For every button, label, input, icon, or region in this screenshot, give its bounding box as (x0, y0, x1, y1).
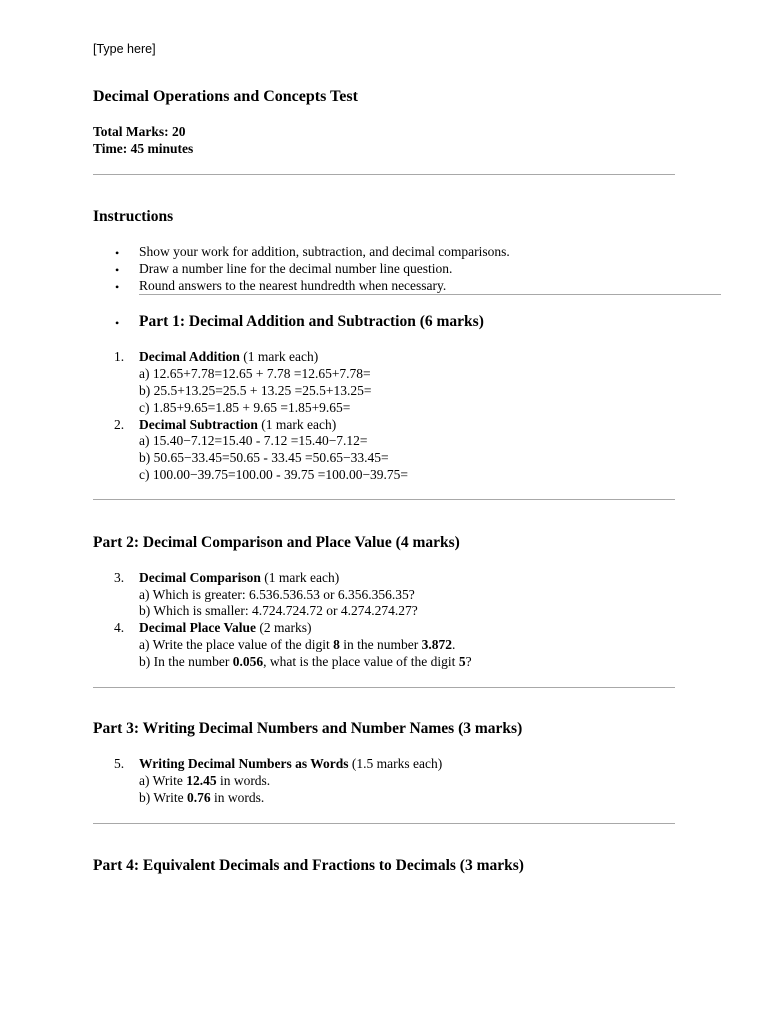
text: a) Write the place value of the digit (139, 637, 334, 652)
question-marks: (1 mark each) (260, 570, 340, 585)
text: a) Write (139, 773, 187, 788)
question-number: 2. (114, 417, 125, 432)
divider (93, 174, 675, 175)
part3-heading: Part 3: Writing Decimal Numbers and Number Names (3 marks) (93, 720, 523, 737)
question-4b (139, 654, 472, 670)
time-limit: Time: 45 minutes (93, 141, 194, 156)
number: 3.872 (421, 637, 452, 652)
question-5-title (139, 756, 442, 772)
question-title: Decimal Subtraction (139, 417, 258, 432)
text: in words. (216, 773, 271, 788)
question-2b: b) 50.65−33.45=50.65 - 33.45 =50.65−33.45= (139, 450, 389, 465)
question-title: Decimal Place Value (139, 620, 256, 635)
part4-heading: Part 4: Equivalent Decimals and Fractions to Decimals (3 marks) (93, 857, 524, 874)
instructions-heading: Instructions (93, 208, 174, 225)
question-1-title (139, 349, 318, 365)
bullet-marker: • (115, 246, 120, 260)
question-number: 3. (114, 570, 125, 585)
text: ? (465, 654, 472, 669)
instruction-item: Draw a number line for the decimal number line question. (139, 261, 453, 276)
total-marks: Total Marks: 20 (93, 124, 186, 139)
question-marks: (1.5 marks each) (348, 756, 443, 771)
question-2a: a) 15.40−7.12=15.40 - 7.12 =15.40−7.12= (139, 433, 368, 448)
divider (139, 294, 721, 295)
test-title: Decimal Operations and Concepts Test (93, 88, 358, 105)
page-header-placeholder[interactable]: [Type here] (93, 42, 156, 56)
question-1a: a) 12.65+7.78=12.65 + 7.78 =12.65+7.78= (139, 366, 371, 381)
question-number: 5. (114, 756, 125, 771)
question-5a (139, 773, 270, 789)
number: 12.45 (186, 773, 217, 788)
bullet-marker: • (115, 280, 120, 294)
question-title: Decimal Addition (139, 349, 240, 364)
bullet-marker: • (115, 263, 120, 277)
part1-heading: Part 1: Decimal Addition and Subtraction (6 marks) (139, 313, 484, 330)
instruction-item: Round answers to the nearest hundredth when necessary. (139, 278, 447, 293)
part2-heading: Part 2: Decimal Comparison and Place Value (4 marks) (93, 534, 460, 551)
digit: 8 (333, 637, 340, 652)
question-1c: c) 1.85+9.65=1.85 + 9.65 =1.85+9.65= (139, 400, 351, 415)
text: in the number (339, 637, 422, 652)
text: , what is the place value of the digit (263, 654, 459, 669)
question-3b: b) Which is smaller: 4.724.724.72 or 4.274.274.27? (139, 603, 418, 618)
question-title: Writing Decimal Numbers as Words (139, 756, 349, 771)
divider (93, 499, 675, 500)
question-3-title (139, 570, 339, 586)
question-2c: c) 100.00−39.75=100.00 - 39.75 =100.00−39.75= (139, 467, 409, 482)
text: b) In the number (139, 654, 233, 669)
question-marks: (1 mark each) (239, 349, 319, 364)
question-2-title (139, 417, 336, 433)
question-number: 1. (114, 349, 125, 364)
question-5b (139, 790, 264, 806)
number: 0.056 (232, 654, 264, 669)
text: . (452, 637, 456, 652)
question-4-title (139, 620, 311, 636)
text: b) Write (139, 790, 187, 805)
bullet-marker: • (115, 316, 120, 330)
divider (93, 687, 675, 688)
divider (93, 823, 675, 824)
digit: 5 (458, 654, 466, 669)
question-3a: a) Which is greater: 6.536.536.53 or 6.356.356.35? (139, 587, 415, 602)
question-title: Decimal Comparison (139, 570, 261, 585)
question-number: 4. (114, 620, 125, 635)
text: in words. (210, 790, 265, 805)
question-marks: (2 marks) (255, 620, 312, 635)
question-1b: b) 25.5+13.25=25.5 + 13.25 =25.5+13.25= (139, 383, 372, 398)
question-marks: (1 mark each) (257, 417, 337, 432)
instruction-item: Show your work for addition, subtraction, and decimal comparisons. (139, 244, 510, 259)
question-4a (139, 637, 455, 653)
number: 0.76 (186, 790, 211, 805)
